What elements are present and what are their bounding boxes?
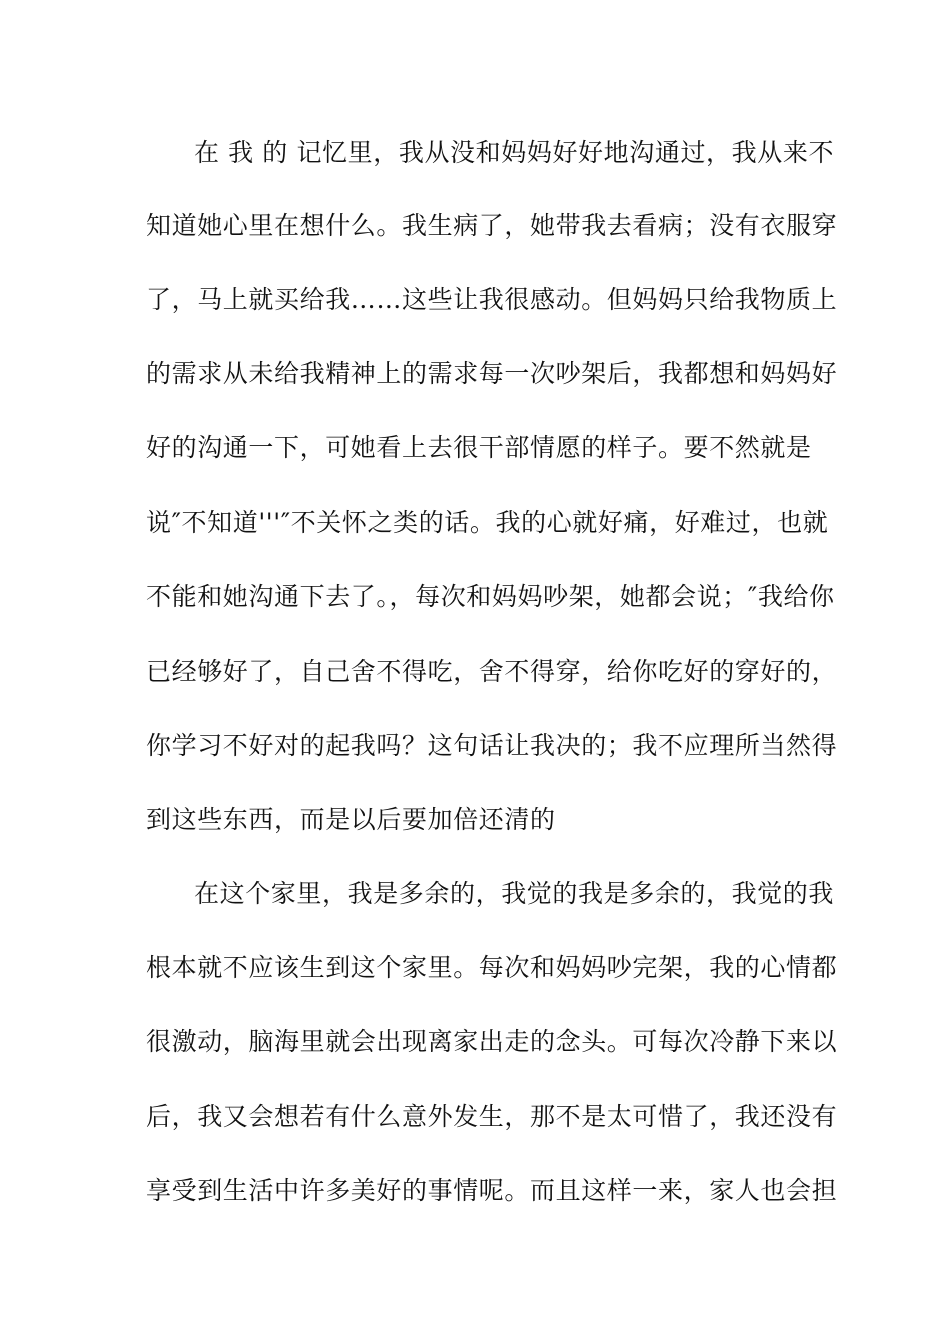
paragraph-1-line-1: 在 我 的 记忆里，我从没和妈妈好好地沟通过，我从来不 bbox=[194, 138, 835, 167]
paragraph-1-line-8: 已经够好了，自己舍不得吃，舍不得穿，给你吃好的穿好的， bbox=[146, 657, 838, 686]
paragraph-2-line-4: 后，我又会想若有什么意外发生，那不是太可惜了，我还没有 bbox=[146, 1102, 838, 1131]
paragraph-1-line-7: 不能和她沟通下去了。，每次和妈妈吵架，她都会说；″我给你 bbox=[146, 582, 835, 611]
paragraph-1-line-2: 知道她心里在想什么。我生病了，她带我去看病；没有衣服穿 bbox=[146, 211, 838, 240]
paragraph-1-line-4: 的需求从未给我精神上的需求每一次吵架后，我都想和妈妈好 bbox=[146, 359, 838, 388]
paragraph-1-line-9: 你学习不好对的起我吗？这句话让我决的；我不应理所当然得 bbox=[146, 731, 838, 760]
paragraph-2-line-2: 根本就不应该生到这个家里。每次和妈妈吵完架，我的心情都 bbox=[146, 953, 838, 982]
paragraph-1-line-5: 好的沟通一下，可她看上去很干部情愿的样子。要不然就是 bbox=[146, 433, 812, 462]
paragraph-2-line-1: 在这个家里，我是多余的，我觉的我是多余的，我觉的我 bbox=[194, 879, 835, 908]
paragraph-1-line-6: 说″不知道'''″不关怀之类的话。我的心就好痛，好难过，也就 bbox=[146, 508, 829, 537]
paragraph-1-line-3: 了，马上就买给我……这些让我很感动。但妈妈只给我物质上 bbox=[146, 285, 838, 314]
paragraph-2-line-5: 享受到生活中许多美好的事情呢。而且这样一来，家人也会担 bbox=[146, 1176, 838, 1205]
paragraph-2-line-3: 很激动，脑海里就会出现离家出走的念头。可每次冷静下来以 bbox=[146, 1027, 838, 1056]
paragraph-1-line-10: 到这些东西，而是以后要加倍还清的 bbox=[146, 805, 556, 834]
